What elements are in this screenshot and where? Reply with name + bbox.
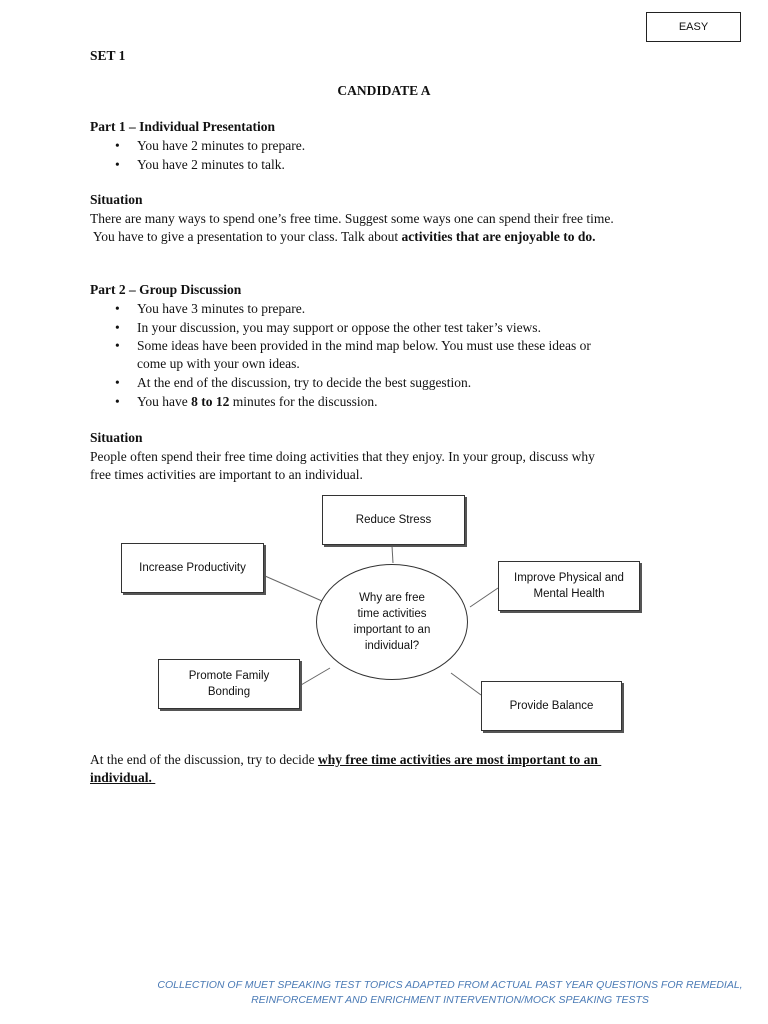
node-label: Provide Balance bbox=[509, 700, 594, 712]
node-label: Reduce Stress bbox=[355, 514, 432, 526]
time-emphasis: 8 to 12 bbox=[191, 394, 230, 410]
connector-reduce-stress bbox=[392, 546, 393, 563]
mind-map-node-increase-productivity bbox=[121, 543, 264, 593]
page-footer bbox=[150, 978, 750, 1008]
node-label: Improve Physical and Mental Health bbox=[514, 572, 624, 600]
node-label: Promote Family Bonding bbox=[188, 670, 270, 698]
candidate-heading: CANDIDATE A bbox=[337, 83, 431, 98]
mind-map-node-family-bonding bbox=[158, 659, 300, 709]
part1-heading: Part 1 – Individual Presentation bbox=[90, 119, 276, 134]
part2-situation-line1: People often spend their free time doing activities that they enjoy. In your group, discuss why bbox=[90, 449, 595, 464]
connector-family-bonding bbox=[301, 668, 330, 685]
list-item-text: minutes for the discussion. bbox=[229, 394, 378, 410]
footer-line2: REINFORCEMENT AND ENRICHMENT INTERVENTION/MOCK SPEAKING TESTS bbox=[251, 994, 649, 1006]
list-item-text: You have bbox=[137, 394, 192, 410]
list-item-line: • Some ideas have been provided in the mind map below. You must use these ideas or bbox=[137, 338, 591, 354]
connector-increase-productivity bbox=[265, 576, 322, 601]
conclusion-line1 bbox=[90, 751, 601, 769]
part1-situation-heading: Situation bbox=[90, 192, 143, 207]
part2-situation-heading: Situation bbox=[90, 430, 143, 445]
mind-map-node-improve-health bbox=[498, 561, 640, 611]
mind-map-center-question bbox=[316, 564, 468, 680]
part1-topic-emphasis: activities that are enjoyable to do. bbox=[401, 229, 596, 244]
part2-heading: Part 2 – Group Discussion bbox=[90, 282, 242, 297]
conclusion-line2 bbox=[90, 769, 601, 787]
list-item-line: come up with your own ideas. bbox=[137, 356, 300, 372]
conclusion-emphasis-1: why free time activities are most important to an bbox=[317, 752, 602, 767]
set-title: SET 1 bbox=[90, 48, 126, 63]
mind-map-node-provide-balance bbox=[481, 681, 622, 731]
footer-line1: COLLECTION OF MUET SPEAKING TEST TOPICS ADAPTED FROM ACTUAL PAST YEAR QUESTIONS FOR REMEDIAL, bbox=[157, 979, 743, 991]
center-label: Why are free time activities important to an individual? bbox=[353, 592, 431, 652]
mind-map-node-reduce-stress bbox=[322, 495, 465, 545]
list-item: • At the end of the discussion, try to decide the best suggestion. bbox=[137, 374, 591, 393]
conclusion-emphasis-2: individual. bbox=[90, 770, 156, 785]
connector-improve-health bbox=[470, 588, 498, 607]
part2-situation-line2: free times activities are important to an individual. bbox=[90, 467, 363, 482]
list-item: • You have 2 minutes to talk. bbox=[137, 156, 305, 175]
part1-situation-line2-text: You have to give a presentation to your class. Talk about bbox=[90, 229, 402, 244]
node-label: Increase Productivity bbox=[139, 562, 246, 574]
list-item: • In your discussion, you may support or oppose the other test taker’s views. bbox=[137, 319, 591, 338]
difficulty-label: EASY bbox=[678, 21, 709, 33]
connector-provide-balance bbox=[451, 673, 481, 695]
conclusion-text bbox=[90, 751, 601, 787]
conclusion-lead: At the end of the discussion, try to decide bbox=[90, 752, 318, 767]
part1-situation-line1: There are many ways to spend one’s free time. Suggest some ways one can spend their free time. bbox=[90, 211, 614, 226]
list-item: • You have 3 minutes to prepare. bbox=[137, 300, 591, 319]
list-item: • You have 2 minutes to prepare. bbox=[137, 137, 305, 156]
